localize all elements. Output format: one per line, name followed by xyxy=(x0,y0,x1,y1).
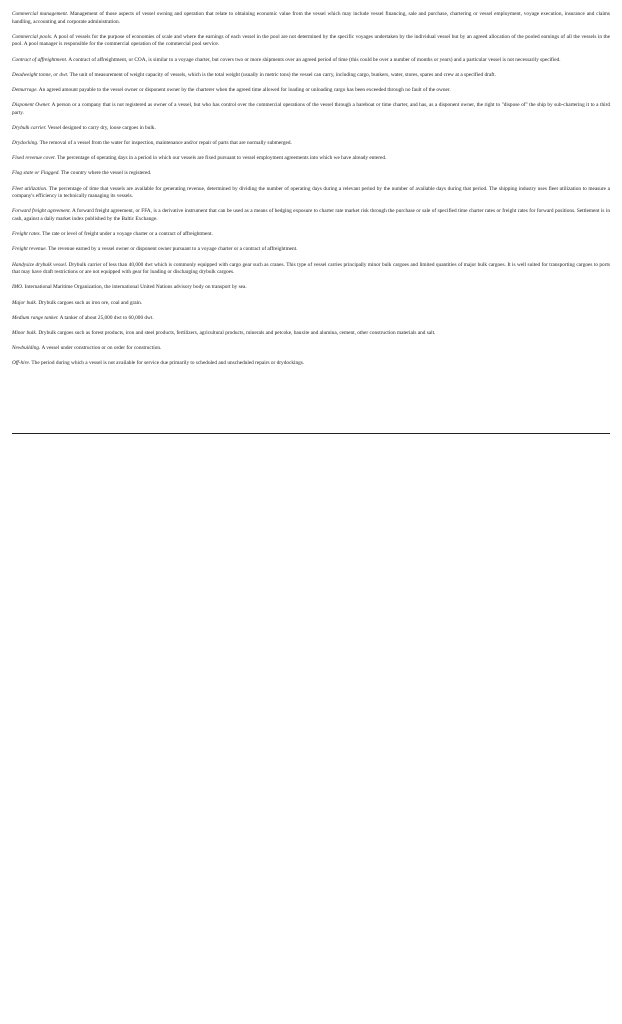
glossary-term: Drybulk carrier. xyxy=(12,124,47,131)
glossary-term: Demurrage. xyxy=(12,86,38,93)
glossary-definition: A pool of vessels for the purpose of economies of scale and where the earnings of each vessel in the pool are not determined by the specific voyages undertaken by the individual vessel but by an agreed allocation of the pooled earnings of all the vessels in the pool. A pool manager is responsible for the commercial operation of the commercial pool service. xyxy=(12,33,610,48)
glossary xyxy=(12,11,610,376)
glossary-term: Drydocking. xyxy=(12,140,39,147)
glossary-definition: A tanker of about 25,000 dwt to 60,000 dwt. xyxy=(58,314,154,321)
glossary-term: Off-hire. xyxy=(12,360,31,367)
glossary-definition: Drybulk carrier of less than 40,000 dwt which is commonly equipped with cargo gear such as cranes. This type of vessel carries principally minor bulk cargoes and limited quantities of major bulk cargoes. It is well suited for transporting cargoes to ports that may have draft restrictions or are not equipped with gear for loading or discharging drybulk cargoes. xyxy=(12,261,611,276)
glossary-entry-demurrage xyxy=(12,87,610,95)
glossary-entry-flag-state xyxy=(12,170,610,178)
glossary-definition: Vessel designed to carry dry, loose cargoes in bulk. xyxy=(46,124,156,131)
glossary-entry-contract-of-affreightment xyxy=(12,57,610,65)
glossary-definition: International Maritime Organization, the international United Nations advisory body on transport by sea. xyxy=(23,284,247,291)
glossary-term: Fleet utilization. xyxy=(12,185,48,192)
glossary-definition: The unit of measurement of weight capacity of vessels, which is the total weight (usually in metric tons) the vessel can carry, including cargo, bunkers, water, stores, spares and crew at a specified draft. xyxy=(68,71,496,78)
glossary-entry-deadweight-tonne xyxy=(12,72,610,80)
glossary-entry-major-bulk xyxy=(12,300,610,308)
glossary-term: IMO. xyxy=(12,284,24,291)
glossary-term: Freight rates. xyxy=(12,231,41,238)
glossary-definition: The removal of a vessel from the water for inspection, maintenance and/or repair of parts that are normally submerged. xyxy=(38,140,292,147)
glossary-entry-disponent-owner xyxy=(12,102,610,117)
glossary-entry-handysize-drybulk-vessel xyxy=(12,262,610,277)
glossary-term: Newbuilding. xyxy=(12,345,41,352)
glossary-term: Commercial pools. xyxy=(12,33,53,40)
glossary-term: Handysize drybulk vessel. xyxy=(12,261,68,268)
glossary-definition: Drybulk cargoes such as iron ore, coal and grain. xyxy=(37,299,143,306)
glossary-term: Major bulk. xyxy=(12,299,38,306)
glossary-entry-commercial-management xyxy=(12,11,610,26)
glossary-definition: The percentage of operating days in a period in which our vessels are fixed pursuant to vessel employment agreements into which we have already entered. xyxy=(55,155,387,162)
glossary-definition: The percentage of time that vessels are available for generating revenue, determined by dividing the number of operating days during a relevant period by the number of available days during that period. The shipping industry uses fleet utilization to measure a company's efficiency in technically managing its vessels. xyxy=(12,185,611,200)
glossary-term: Medium range tanker. xyxy=(12,314,59,321)
glossary-definition: An agreed amount payable to the vessel owner or disponent owner by the charterer when the agreed time allowed for loading or unloading cargo has been exceeded through no fault of the owner. xyxy=(37,86,451,93)
footer-divider xyxy=(12,433,610,434)
glossary-definition: Management of those aspects of vessel owning and operation that relate to obtaining economic value from the vessel which may include vessel financing, sale and purchase, chartering or vessel employment, voyage execution, insurance and claims handling, accounting and corporate administration. xyxy=(12,11,610,25)
glossary-term: Freight revenue. xyxy=(12,246,47,253)
glossary-definition: A contract of affreightment, or COA, is similar to a voyage charter, but covers two or more shipments over an agreed period of time (this could be over a number of months or years) and a particular vessel is not necessarily specified. xyxy=(67,56,561,63)
glossary-entry-freight-rates xyxy=(12,231,610,239)
glossary-term: Minor bulk. xyxy=(12,329,38,336)
glossary-term: Forward freight agreement. xyxy=(12,208,71,215)
glossary-definition: Drybulk cargoes such as forest products, iron and steel products, fertilizers, agricultural products, minerals and petcoke, bauxite and alumina, cement, other construction materials and salt. xyxy=(37,329,436,336)
glossary-entry-minor-bulk xyxy=(12,330,610,338)
glossary-entry-drybulk-carrier xyxy=(12,125,610,133)
glossary-term: Contract of affreightment. xyxy=(12,56,68,63)
glossary-term: Commercial management. xyxy=(12,11,69,17)
glossary-entry-drydocking xyxy=(12,140,610,148)
glossary-term: Fixed revenue cover. xyxy=(12,155,56,162)
glossary-definition: A vessel under construction or on order for construction. xyxy=(40,345,162,352)
glossary-definition: A person or a company that is not registered as owner of a vessel, but who has control over the commercial operations of the vessel through a bareboat or time charter, and has, as a disponent owner, the right to "dispose of" the ship by sub-chartering it to a third party. xyxy=(12,102,610,116)
glossary-definition: The revenue earned by a vessel owner or disponent owner pursuant to a voyage charter or a contract of affreightment. xyxy=(46,246,298,253)
glossary-definition: A forward freight agreement, or FFA, is a derivative instrument that can be used as a means of hedging exposure to charter rate market risk through the purchase or sale of specified time charter rates or freight rates for forward positions. Settlement is in cash, against a daily market index published by the Baltic Exchange. xyxy=(12,208,611,223)
glossary-entry-medium-range-tanker xyxy=(12,315,610,323)
glossary-entry-off-hire xyxy=(12,360,610,368)
glossary-definition: The period during which a vessel is not available for service due primarily to scheduled and unscheduled repairs or drydockings. xyxy=(30,360,305,367)
glossary-term: Disponent Owner. xyxy=(12,102,51,109)
glossary-entry-commercial-pools xyxy=(12,34,610,49)
glossary-entry-newbuilding xyxy=(12,345,610,353)
glossary-term: Flag state or Flagged. xyxy=(12,170,60,177)
glossary-entry-fixed-revenue-cover xyxy=(12,155,610,163)
glossary-entry-imo xyxy=(12,284,610,292)
glossary-entry-freight-revenue xyxy=(12,246,610,254)
glossary-entry-forward-freight-agreement xyxy=(12,208,610,223)
glossary-definition: The country where the vessel is registered. xyxy=(59,170,152,177)
glossary-term: Deadweight tonne, or dwt. xyxy=(12,71,69,78)
glossary-entry-fleet-utilization xyxy=(12,186,610,201)
glossary-definition: The rate or level of freight under a voyage charter or a contract of affreightment. xyxy=(40,231,213,238)
